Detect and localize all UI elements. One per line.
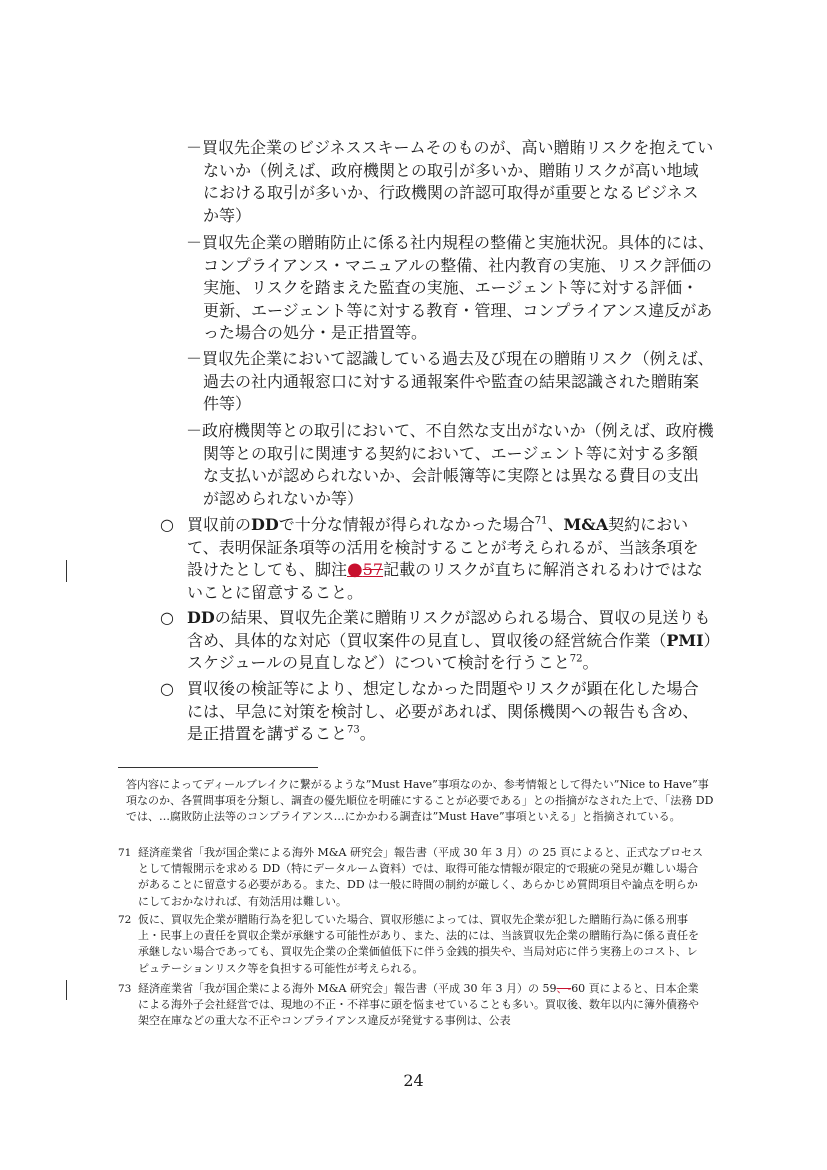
change-bar — [66, 980, 67, 1000]
revision-mark: 、- — [556, 982, 572, 995]
footnote-number: 71 — [118, 847, 132, 859]
dash-item-unnatural-expenses: －政府機関等との取引において、不自然な支出がないか（例えば、政府機関等との取引に関連する契約において、エージェント等に対する多額な支払いが認められないか、会計帳簿等に実際とは異なる費目の支出が認められないか等） — [186, 421, 714, 508]
circle-item-post-acquisition: ○ 買収後の検証等により、想定しなかった問題やリスクが顕在化した場合には、早急に対策を検討し、必要があれば、関係機関への報告も含め、是正措置を講ずること$^{73}$。 — [160, 679, 699, 743]
footnote-ref-72[interactable]: 72 — [569, 653, 583, 665]
dash-item-business-scheme: －買収先企業のビジネススキームそのものが、高い贈賄リスクを抱えていないか（例えば、政府機関との取引が多いか、贈賄リスクが高い地域における取引が多いか、行政機関の許認可取得が重要となるビジネスか等） — [186, 138, 714, 225]
footnote-ref-71[interactable]: 71 — [534, 515, 548, 527]
footnote-73: 73 経済産業省「我が国企業による海外 M&A 研究会」報告書（平成 30 年 3 月）の 59、-60 頁によると、日本企業による海外子会社経営では、現地の不正・不祥事に頭を悩ませていることも多い。買収後、数年以内に簿外債務や架空在庫などの重大な不正やコンプライアンス違反が発覚する事例は、公表 — [118, 982, 699, 1028]
footnote-separator — [118, 767, 318, 768]
circle-bullet-icon: ○ — [160, 608, 174, 627]
circle-item-representations-warranties: ○ 買収前のDDで十分な情報が得られなかった場合$^{71}$、M&A契約において、表明保証条項等の活用を検討することが考えられるが、当該条項を設けたとしても、脚注●57記載のリスクが直ちに解消されるわけではないことに留意すること。 — [160, 515, 703, 602]
change-bar — [66, 560, 67, 582]
revision-dot-icon: ● — [347, 559, 363, 580]
footnote-number: 73 — [118, 983, 132, 995]
circle-bullet-icon: ○ — [160, 515, 174, 534]
dash-item-past-risks: －買収先企業において認識している過去及び現在の贈賄リスク（例えば、過去の社内通報窓口に対する通報案件や監査の結果認識された贈賄案件等） — [186, 349, 714, 413]
circle-bullet-icon: ○ — [160, 679, 174, 698]
footnote-number: 72 — [118, 914, 132, 926]
footnote-72: 72 仮に、買収先企業が贈賄行為を犯していた場合、買収形態によっては、買収先企業が犯した贈賄行為に係る刑事上・民事上の責任を買収企業が承継する可能性があり、また、法的には、当該買収先企業の贈賄行為に係る責任を承継しない場合であっても、買収先企業の企業価値低下に伴う金銭的損失や、当局対応に伴う実務上のコスト、レピュテーションリスク等を負担する可能性が考えられる。 — [118, 913, 699, 975]
page-number: 24 — [403, 1071, 424, 1090]
footnote-ref-73[interactable]: 73 — [347, 724, 360, 736]
circle-item-dd-results: ○ DDの結果、買収先企業に贈賄リスクが認められる場合、買収の見送りも含め、具体的な対応（買収案件の見直し、買収後の経営統合作業（PMI）スケジュールの見直しなど）について検討を行うこと$^{72}$。 — [160, 608, 712, 672]
dash-item-internal-rules: －買収先企業の贈賄防止に係る社内規程の整備と実施状況。具体的には、コンプライアンス・マニュアルの整備、社内教育の実施、リスク評価の実施、リスクを踏まえた監査の実施、エージェント等に対する評価・更新、エージェント等に対する教育・管理、コンプライアンス違反があった場合の処分・是正措置等。 — [186, 233, 715, 342]
deleted-text: 57 — [362, 560, 384, 579]
footnote-continued: 答内容によってディールブレイクに繋がるような”Must Have”事項なのか、参考情報として得たい”Nice to Have”事項なのか、各質問事項を分類し、調査の優先順位を明確にすることが必要である」との指摘がなされた上で、「法務 DD では、…腐敗防止法等のコンプライアンス…にかかわる調査は”Must Have”事項といえる」と指摘されている。 — [126, 778, 714, 824]
footnote-71: 71 経済産業省「我が国企業による海外 M&A 研究会」報告書（平成 30 年 3 月）の 25 頁によると、正式なプロセスとして情報開示を求める DD（特にデータルーム資料）では、取得可能な情報が限定的で瑕疵の発見が難しい場合があることに留意する必要がある。また、DD は一般に時間の制約が厳しく、あらかじめ質問項目や論点を明らかにしておかなければ、有効活用は難しい。 — [118, 846, 703, 908]
